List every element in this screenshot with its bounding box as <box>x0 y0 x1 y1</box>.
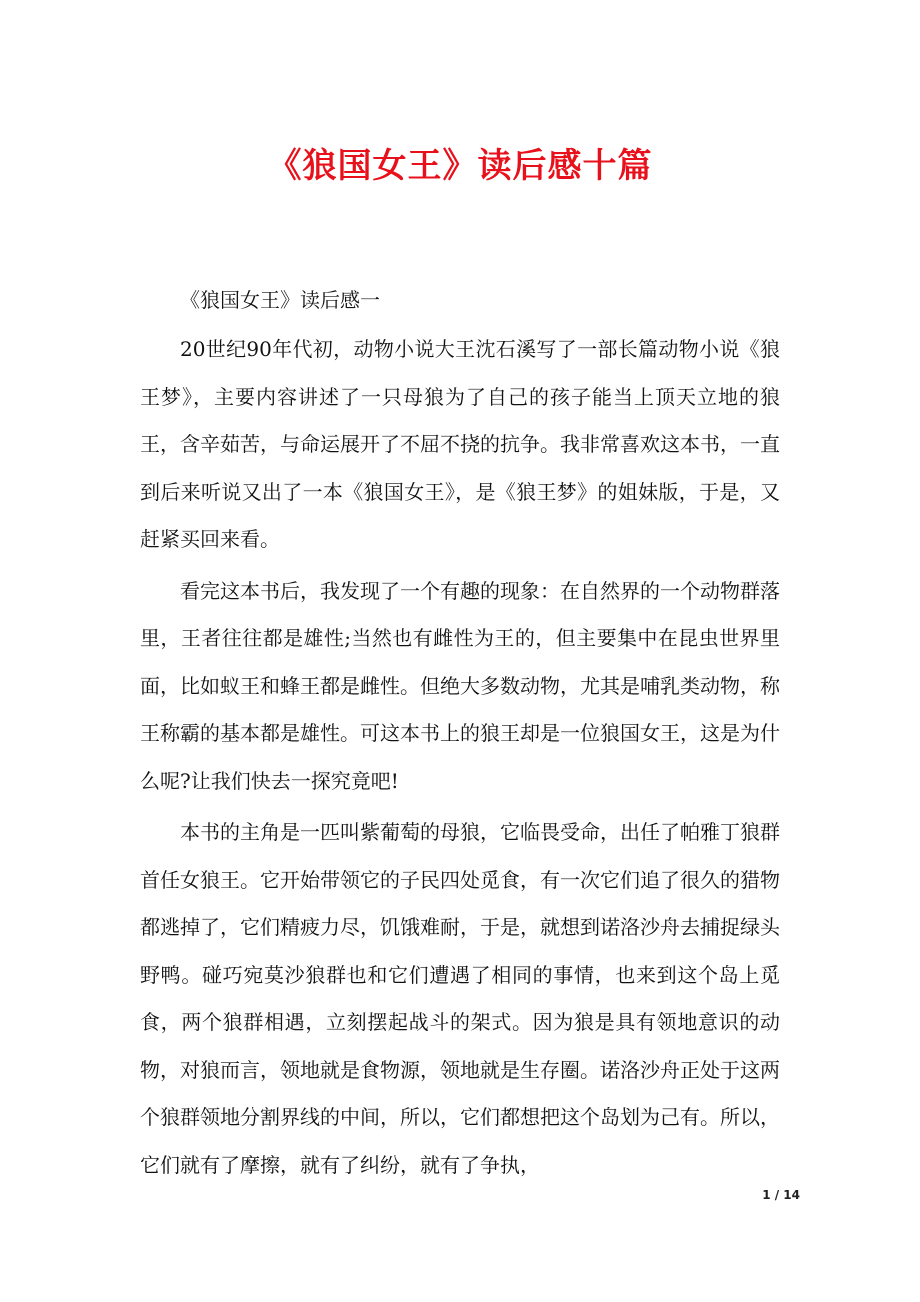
document-body <box>140 278 780 1193</box>
paragraph: 本书的主角是一匹叫紫葡萄的母狼，它临畏受命，出任了帕雅丁狼群首任女狼王。它开始带领它的子民四处觅食，有一次它们追了很久的猎物都逃掉了，它们精疲力尽，饥饿难耐，于是，就想到诺洛沙舟去捕捉绿头野鸭。碰巧宛莫沙狼群也和它们遭遇了相同的事情，也来到这个岛上觅食，两个狼群相遇，立刻摆起战斗的架式。因为狼是具有领地意识的动物，对狼而言，领地就是食物源，领地就是生存圈。诺洛沙舟正处于这两个狼群领地分割界线的中间，所以，它们都想把这个岛划为己有。所以，它们就有了摩擦，就有了纠纷，就有了争执， <box>140 820 780 1177</box>
document-title: 《狼国女王》读后感十篇 <box>267 146 653 186</box>
paragraph: 20世纪90年代初，动物小说大王沈石溪写了一部长篇动物小说《狼王梦》，主要内容讲述了一只母狼为了自己的孩子能当上顶天立地的狼王，含辛茹苦，与命运展开了不屈不挠的抗争。我非常喜欢这本书，一直到后来听说又出了一本《狼国女王》，是《狼王梦》的姐妹版，于是，又赶紧买回来看。 <box>140 337 780 551</box>
page-number: 1 / 14 <box>762 1188 800 1202</box>
paragraph: 看完这本书后，我发现了一个有趣的现象：在自然界的一个动物群落里，王者往往都是雄性;当然也有雌性为王的，但主要集中在昆虫世界里面，比如蚁王和蜂王都是雌性。但绝大多数动物，尤其是哺乳类动物，称王称霸的基本都是雄性。可这本书上的狼王却是一位狼国女王，这是为什么呢?让我们快去一探究竟吧! <box>140 578 780 793</box>
section-heading: 《狼国女王》读后感一 <box>180 288 380 312</box>
